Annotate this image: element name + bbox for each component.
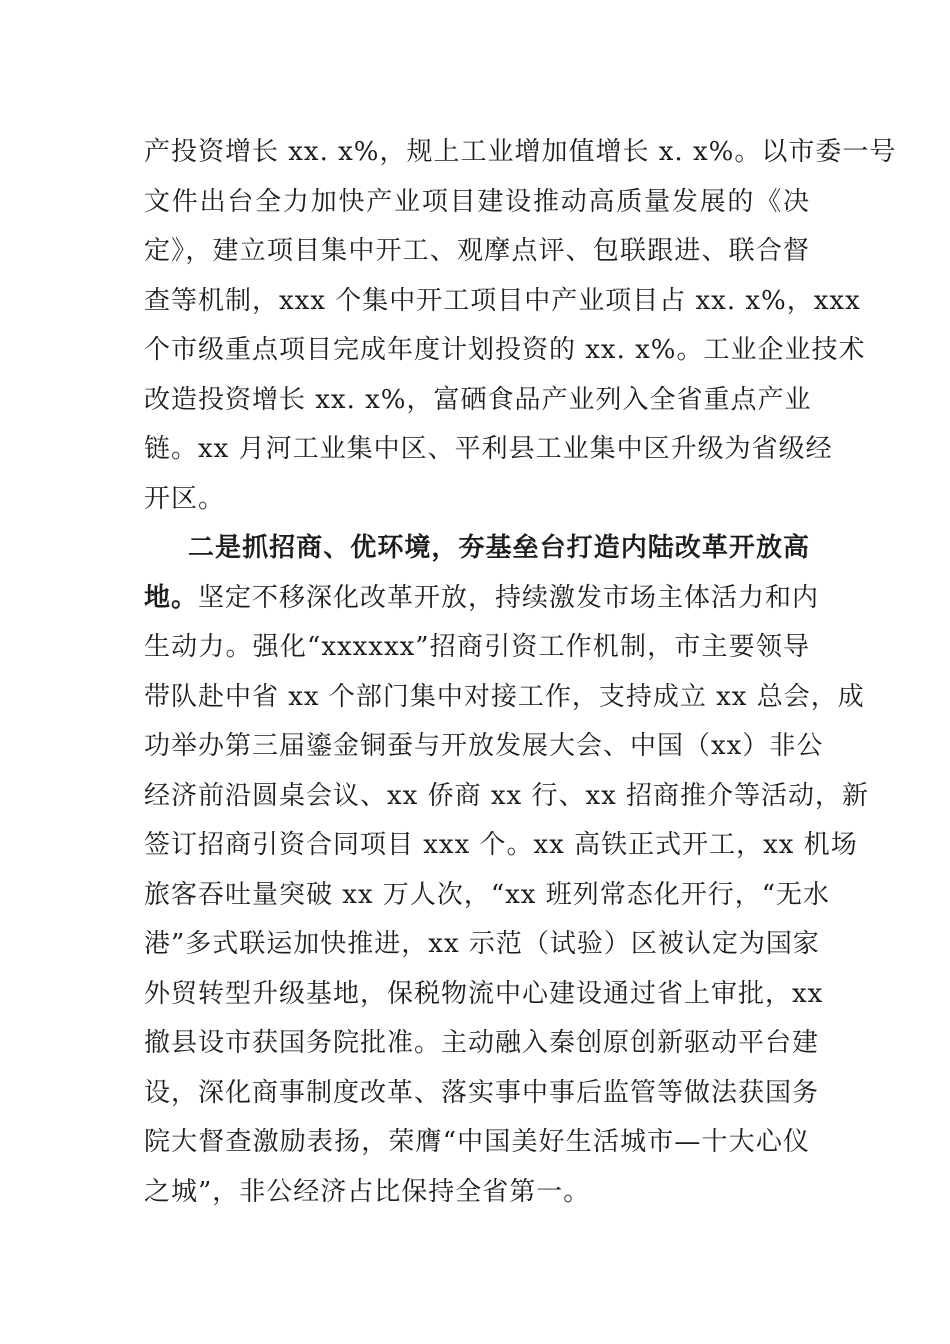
paragraph1-line: 改造投资增长 xx. x%，富硒食品产业列入全省重点产业 <box>144 384 812 415</box>
paragraph2-line: 功举办第三届鎏金铜蚕与开放发展大会、中国（xx）非公 <box>144 731 824 761</box>
paragraph2-line: 港”多式联运加快推进，xx 示范（试验）区被认定为国家 <box>144 929 820 959</box>
paragraph1-line: 文件出台全力加快产业项目建设推动高质量发展的《决 <box>144 186 810 217</box>
paragraph1-line: 链。xx 月河工业集中区、平利县工业集中区升级为省级经 <box>144 434 833 464</box>
paragraph2-heading-line2 <box>144 574 820 624</box>
paragraph1-line: 开区。 <box>144 483 226 514</box>
paragraph2-line: 生动力。强化“xxxxxx”招商引资工作机制，市主要领导 <box>144 632 810 662</box>
paragraph2-line: 经济前沿圆桌会议、xx 侨商 xx 行、xx 招商推介等活动，新 <box>144 780 870 811</box>
paragraph1-line: 定》，建立项目集中开工、观摩点评、包联跟进、联合督 <box>144 236 810 266</box>
paragraph2-line-text: 坚定不移深化改革开放，持续激发市场主体活力和内 <box>198 582 820 613</box>
paragraph2-line: 之城”，非公经济占比保持全省第一。 <box>144 1176 591 1207</box>
paragraph2-line: 撤县设市获国务院批准。主动融入秦创原创新驱动平台建 <box>144 1028 820 1058</box>
paragraph1-line: 产投资增长 xx. x%，规上工业增加值增长 x. x%。以市委一号 <box>144 137 897 167</box>
paragraph2-line: 签订招商引资合同项目 xxx 个。xx 高铁正式开工，xx 机场 <box>144 830 858 860</box>
paragraph2-line: 外贸转型升级基地，保税物流中心建设通过省上审批，xx <box>144 978 824 1009</box>
paragraph2-line: 旅客吞吐量突破 xx 万人次，“xx 班列常态化开行，“无水 <box>144 879 831 910</box>
paragraph2-line: 院大督查激励表扬，荣膺“中国美好生活城市—十大心仪 <box>144 1127 810 1157</box>
paragraph2-heading-end: 地。 <box>144 582 199 613</box>
paragraph2-line: 设，深化商事制度改革、落实事中事后监管等做法获国务 <box>144 1077 820 1108</box>
paragraph2-heading: 二是抓招商、优环境，夯基垒台打造内陆改革开放高 <box>188 533 810 563</box>
paragraph1-line: 个市级重点项目完成年度计划投资的 xx. x%。工业企业技术 <box>144 335 866 365</box>
document-body <box>144 128 897 1217</box>
paragraph1-line: 查等机制，xxx 个集中开工项目中产业项目占 xx. x%，xxx <box>144 285 861 316</box>
paragraph2-line: 带队赴中省 xx 个部门集中对接工作，支持成立 xx 总会，成 <box>144 681 865 712</box>
